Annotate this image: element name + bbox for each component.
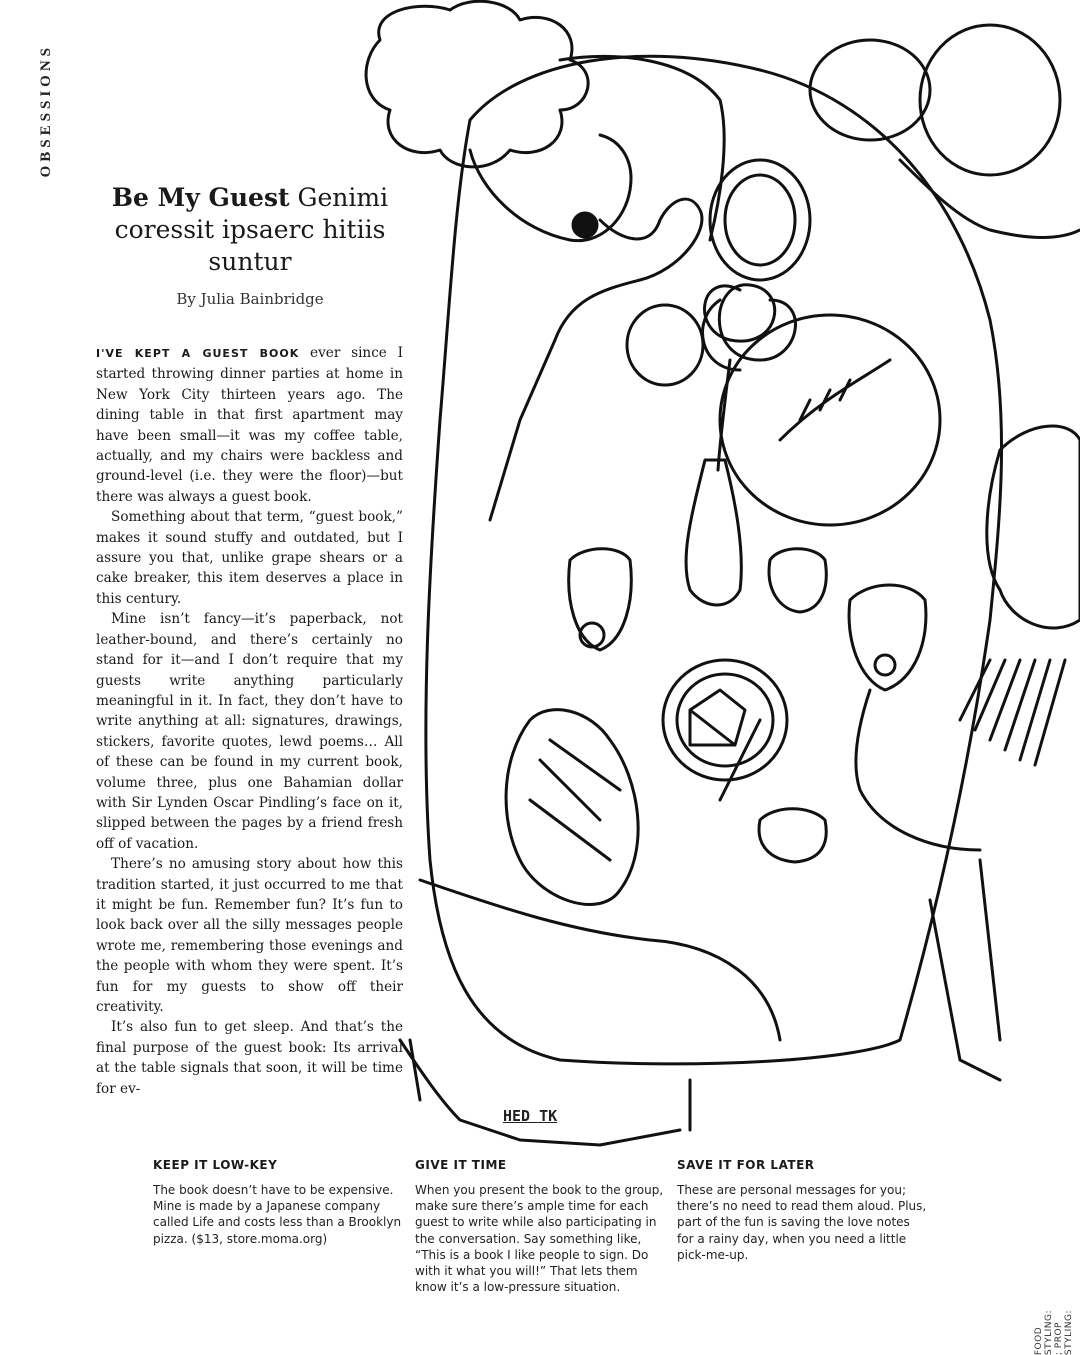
cake-slice [690, 690, 745, 745]
plate-lower-center [663, 660, 787, 780]
table-outline [426, 56, 1002, 1064]
tip-title: GIVE IT TIME [415, 1158, 507, 1172]
headline-block [100, 182, 400, 308]
plate-top-left-inner [725, 175, 795, 265]
tip-save-later [677, 1158, 939, 1295]
bottom-person-hair [506, 710, 638, 905]
paragraph-2: Something about that term, “guest book,” makes it sound stuffy and outdated, but I assure you that, unlike grape shears or a cake breaker, this item deserves a place in this century. [96, 509, 403, 607]
paragraph-1 [96, 343, 403, 507]
glass-bottom [759, 809, 826, 862]
top-person-arm [490, 199, 702, 520]
chair-right [930, 860, 1000, 1080]
top-person-eye [573, 213, 597, 237]
leaf-sprig [780, 360, 890, 440]
tip-text: When you present the book to the group, make sure there’s ample time for each guest to write while also participating in the conversation. Say something like, “This is a book I like people to sign. Do with it what you will!” That lets them know it’s a low-pressure situation. [415, 1183, 664, 1295]
paragraph-5: It’s also fun to get sleep. And that’s the final purpose of the guest book: Its arrival at the table signals that soon, it will be time for ev- [96, 1019, 403, 1097]
tip-title: SAVE IT FOR LATER [677, 1158, 815, 1172]
tip-give-time [415, 1158, 677, 1295]
tip-low-key [153, 1158, 415, 1295]
plate-center-large [720, 315, 940, 525]
vase [686, 460, 741, 605]
lead-in: I'VE KEPT A GUEST BOOK [96, 347, 300, 360]
tip-text: The book doesn’t have to be expensive. Mine is made by a Japanese company called Life and costs less than a Brooklyn pizza. ($13, store.moma.org) [153, 1183, 402, 1246]
tips-section [153, 1158, 943, 1295]
tip-title: KEEP IT LOW-KEY [153, 1158, 278, 1172]
glass-mid [769, 549, 826, 612]
top-person-hair [366, 1, 588, 167]
plate-left-mid [627, 305, 703, 385]
article-body [96, 343, 403, 1099]
right-person-eye [875, 655, 895, 675]
glass-left [569, 549, 632, 650]
byline: By Julia Bainbridge [176, 290, 324, 308]
paragraph-4: There’s no amusing story about how this tradition started, it just occurred to me that it might be fun. Remember fun? It’s fun to look back over all the silly messages people wrote me, remembering those evenings and the people with whom they were spent. It’s fun for my guests to show off their creativity. [96, 856, 403, 1015]
styling-credit: FOOD STYLING: ; PROP STYLING: [1034, 1310, 1074, 1355]
paragraph-3: Mine isn’t fancy—it’s paperback, not leather-bound, and there’s certainly no stand for it—and I don’t require that my guests write anything particularly meaningful in it. In fact, they don’t have to write anything at all: signatures, drawings, stickers, favorite quotes, lewd poems… All of these can be found in my current book, volume three, plus one Bahamian dollar with Sir Lynden Oscar Pindling’s face on it, slipped between the pages by a friend fresh off of vacation. [96, 611, 403, 852]
headline [100, 182, 400, 278]
paragraph-1-text: ever since I started throwing dinner parties at home in New York City thirteen years ago. The dining table in that first apartment may have been small—it was my coffee table, actually, and my chairs were backless and ground-level (i.e. they were the floor)—but there was always a guest book. [96, 345, 403, 505]
right-upper-hand [900, 160, 1080, 238]
tip-text: These are personal messages for you; there’s no need to read them aloud. Plus, part of the fun is saving the love notes for a rainy day, when you need a little pick-me-up. [677, 1183, 927, 1262]
section-label: OBSESSIONS [38, 44, 54, 178]
headline-bold: Be My Guest [111, 183, 290, 212]
hed-tk-placeholder: HED TK [503, 1107, 558, 1125]
headline-subtitle: Genimi coressit ipsaerc hitiis suntur [114, 183, 389, 276]
plate-right [920, 25, 1060, 175]
